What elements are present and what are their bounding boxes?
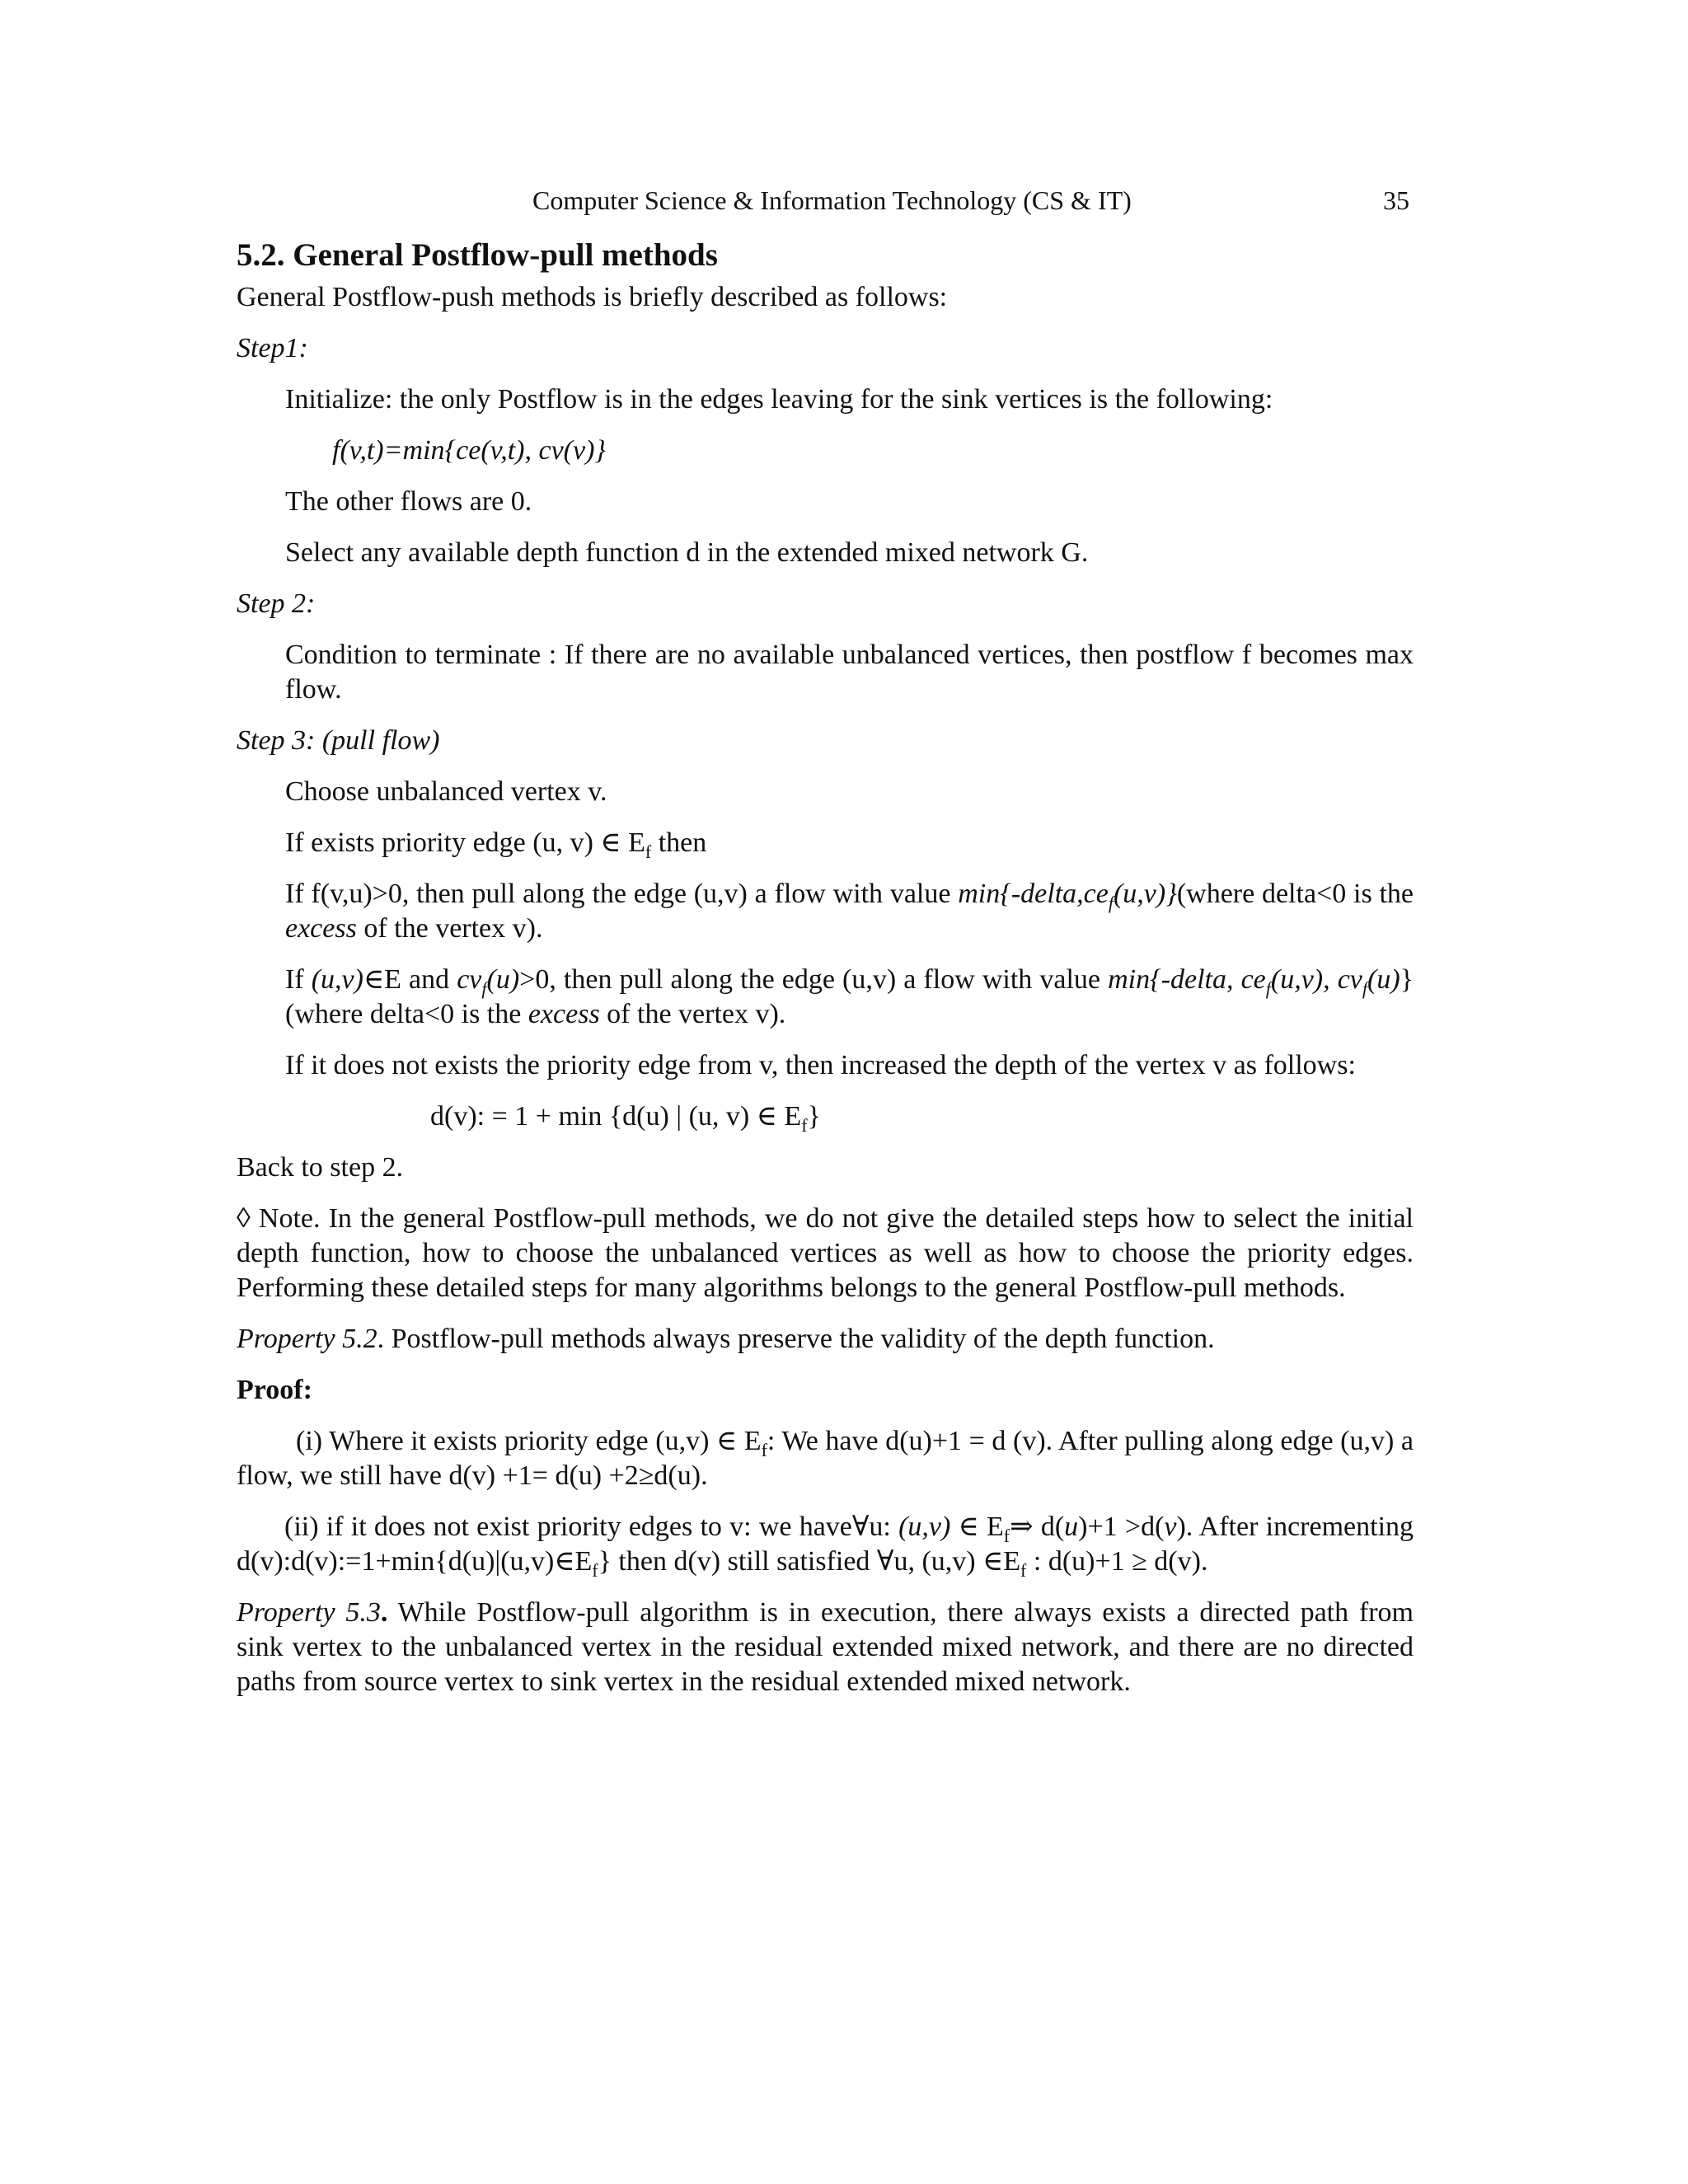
running-header: Computer Science & Information Technology (CS & IT) <box>532 185 1132 215</box>
text-span: } then d(v) still satisfied ∀u, (u,v) ∈E <box>598 1546 1021 1577</box>
text-span: of the vertex v). <box>356 913 543 944</box>
back-to-step: Back to step 2. <box>237 1152 404 1183</box>
math-span: u <box>1064 1511 1079 1542</box>
text-span: (where delta<0 is the <box>1176 879 1414 909</box>
property-text: . Postflow-pull methods always preserve the validity of the depth function. <box>377 1324 1215 1354</box>
step3-no-priority: If it does not exists the priority edge from v, then increased the depth of the vertex v as follows: <box>285 1050 1356 1080</box>
text-span: ∈ E <box>950 1511 1004 1542</box>
text-span: ). After incrementing d(v):d(v):=1+min{d(u)|(u,v)∈E <box>237 1511 1414 1577</box>
text-span: }(where delta<0 is the <box>285 964 1414 1029</box>
text-span: If exists priority edge (u, v) ∈ <box>285 827 621 858</box>
math-span: (u,v), cv <box>1270 964 1362 995</box>
step2-label: Step 2: <box>237 588 316 619</box>
step3-if-exists: If exists priority edge (u, v) ∈ $E_f$ then <box>285 827 707 862</box>
text-span: If f(v,u)>0, then pull along the edge (u,v) a flow with value <box>285 879 959 909</box>
text-span: )+1 >d( <box>1078 1511 1165 1542</box>
text-span: } <box>807 1101 821 1132</box>
main-content <box>237 236 1414 1716</box>
math-span: (u,v)} <box>1113 879 1177 909</box>
text-span: of the vertex v). <box>599 999 786 1029</box>
text-span: : d(u)+1 ≥ d(v). <box>1026 1546 1208 1577</box>
text-span: ⇒ d( <box>1010 1511 1065 1542</box>
step1-label: Step1: <box>237 333 308 363</box>
proof-label: Proof: <box>237 1375 312 1405</box>
step3-choose: Choose unbalanced vertex v. <box>285 776 607 807</box>
depth-formula <box>430 1099 1414 1134</box>
section-title: 5.2. General Postflow-pull methods <box>237 237 718 273</box>
math-span: (u,v) <box>311 964 363 995</box>
step3-pull-case2 <box>285 963 1414 1032</box>
text-span: ∈E and <box>363 964 457 995</box>
step1-initialize: Initialize: the only Postflow is in the edges leaving for the sink vertices is the following: <box>285 384 1273 415</box>
subscript: f <box>761 1439 767 1460</box>
subscript: f <box>481 977 487 999</box>
subscript: f <box>592 1559 598 1581</box>
subscript: f <box>645 841 652 862</box>
property-5-2 <box>237 1322 1414 1357</box>
property-label: Property 5.2 <box>237 1324 377 1354</box>
step1-select-depth: Select any available depth function d in the extended mixed network G. <box>285 537 1089 568</box>
page-number: 35 <box>1383 185 1409 215</box>
subscript: f <box>1020 1559 1027 1581</box>
property-label: Property 5.3 <box>237 1597 381 1628</box>
subscript: f <box>1003 1525 1010 1546</box>
math-span: v <box>1164 1511 1177 1542</box>
subscript: f <box>1265 977 1271 999</box>
proof-part-i <box>237 1424 1414 1493</box>
text-span: d(v): = 1 + min {d(u) | (u, v) ∈ E <box>430 1101 802 1132</box>
property-dot: . <box>380 1597 388 1628</box>
step1-formula: f(v,t)=min{ce(v,t), cv(v)} <box>332 435 606 466</box>
text-span: (ii) if it does not exist priority edges to v: we have∀u: <box>284 1511 899 1542</box>
step3-label: Step 3: (pull flow) <box>237 725 440 756</box>
note-paragraph: ◊ Note. In the general Postflow-pull methods, we do not give the detailed steps how to select the initial depth function, how to choose the unbalanced vertices as well as how to choose the priority edges. Performing these detailed steps for many algorithms belongs to the general Postflow-pull methods. <box>237 1203 1414 1303</box>
property-text: While Postflow-pull algorithm is in execution, there always exists a directed path from sink vertex to the unbalanced vertex in the residual extended mixed network, and there are no directed paths from source vertex to sink vertex in the residual extended mixed network. <box>237 1597 1414 1697</box>
subscript: f <box>801 1114 808 1136</box>
text-span: (i) Where it exists priority edge (u,v) ∈ E <box>296 1426 762 1456</box>
text-span: If <box>285 964 312 995</box>
math-span: min{-delta, ce <box>1108 964 1266 995</box>
subscript: f <box>1362 977 1368 999</box>
text-span: : We have d(u)+1 = d (v). After pulling along edge (u,v) a flow, we still have d(v) +1= d(u) +2≥d(u). <box>237 1426 1414 1491</box>
property-5-3 <box>237 1596 1414 1699</box>
math-span: cv <box>457 964 482 995</box>
step2-condition: Condition to terminate : If there are no available unbalanced vertices, then postflow f becomes max flow. <box>285 640 1414 705</box>
math-span: (u,v) <box>898 1511 951 1542</box>
emphasis: excess <box>285 913 357 944</box>
text-span: >0, then pull along the edge (u,v) a flow with value <box>519 964 1109 995</box>
step3-pull-case1 <box>285 877 1414 946</box>
section-intro: General Postflow-push methods is briefly described as follows: <box>237 282 948 312</box>
subscript: f <box>1108 892 1114 913</box>
text-span: then <box>651 827 707 858</box>
math-span: (u) <box>1367 964 1400 995</box>
proof-part-ii <box>237 1510 1414 1579</box>
math-span: min{-delta,ce <box>958 879 1109 909</box>
step1-other-flows: The other flows are 0. <box>285 486 532 517</box>
math-span: (u) <box>486 964 520 995</box>
emphasis: excess <box>528 999 600 1029</box>
